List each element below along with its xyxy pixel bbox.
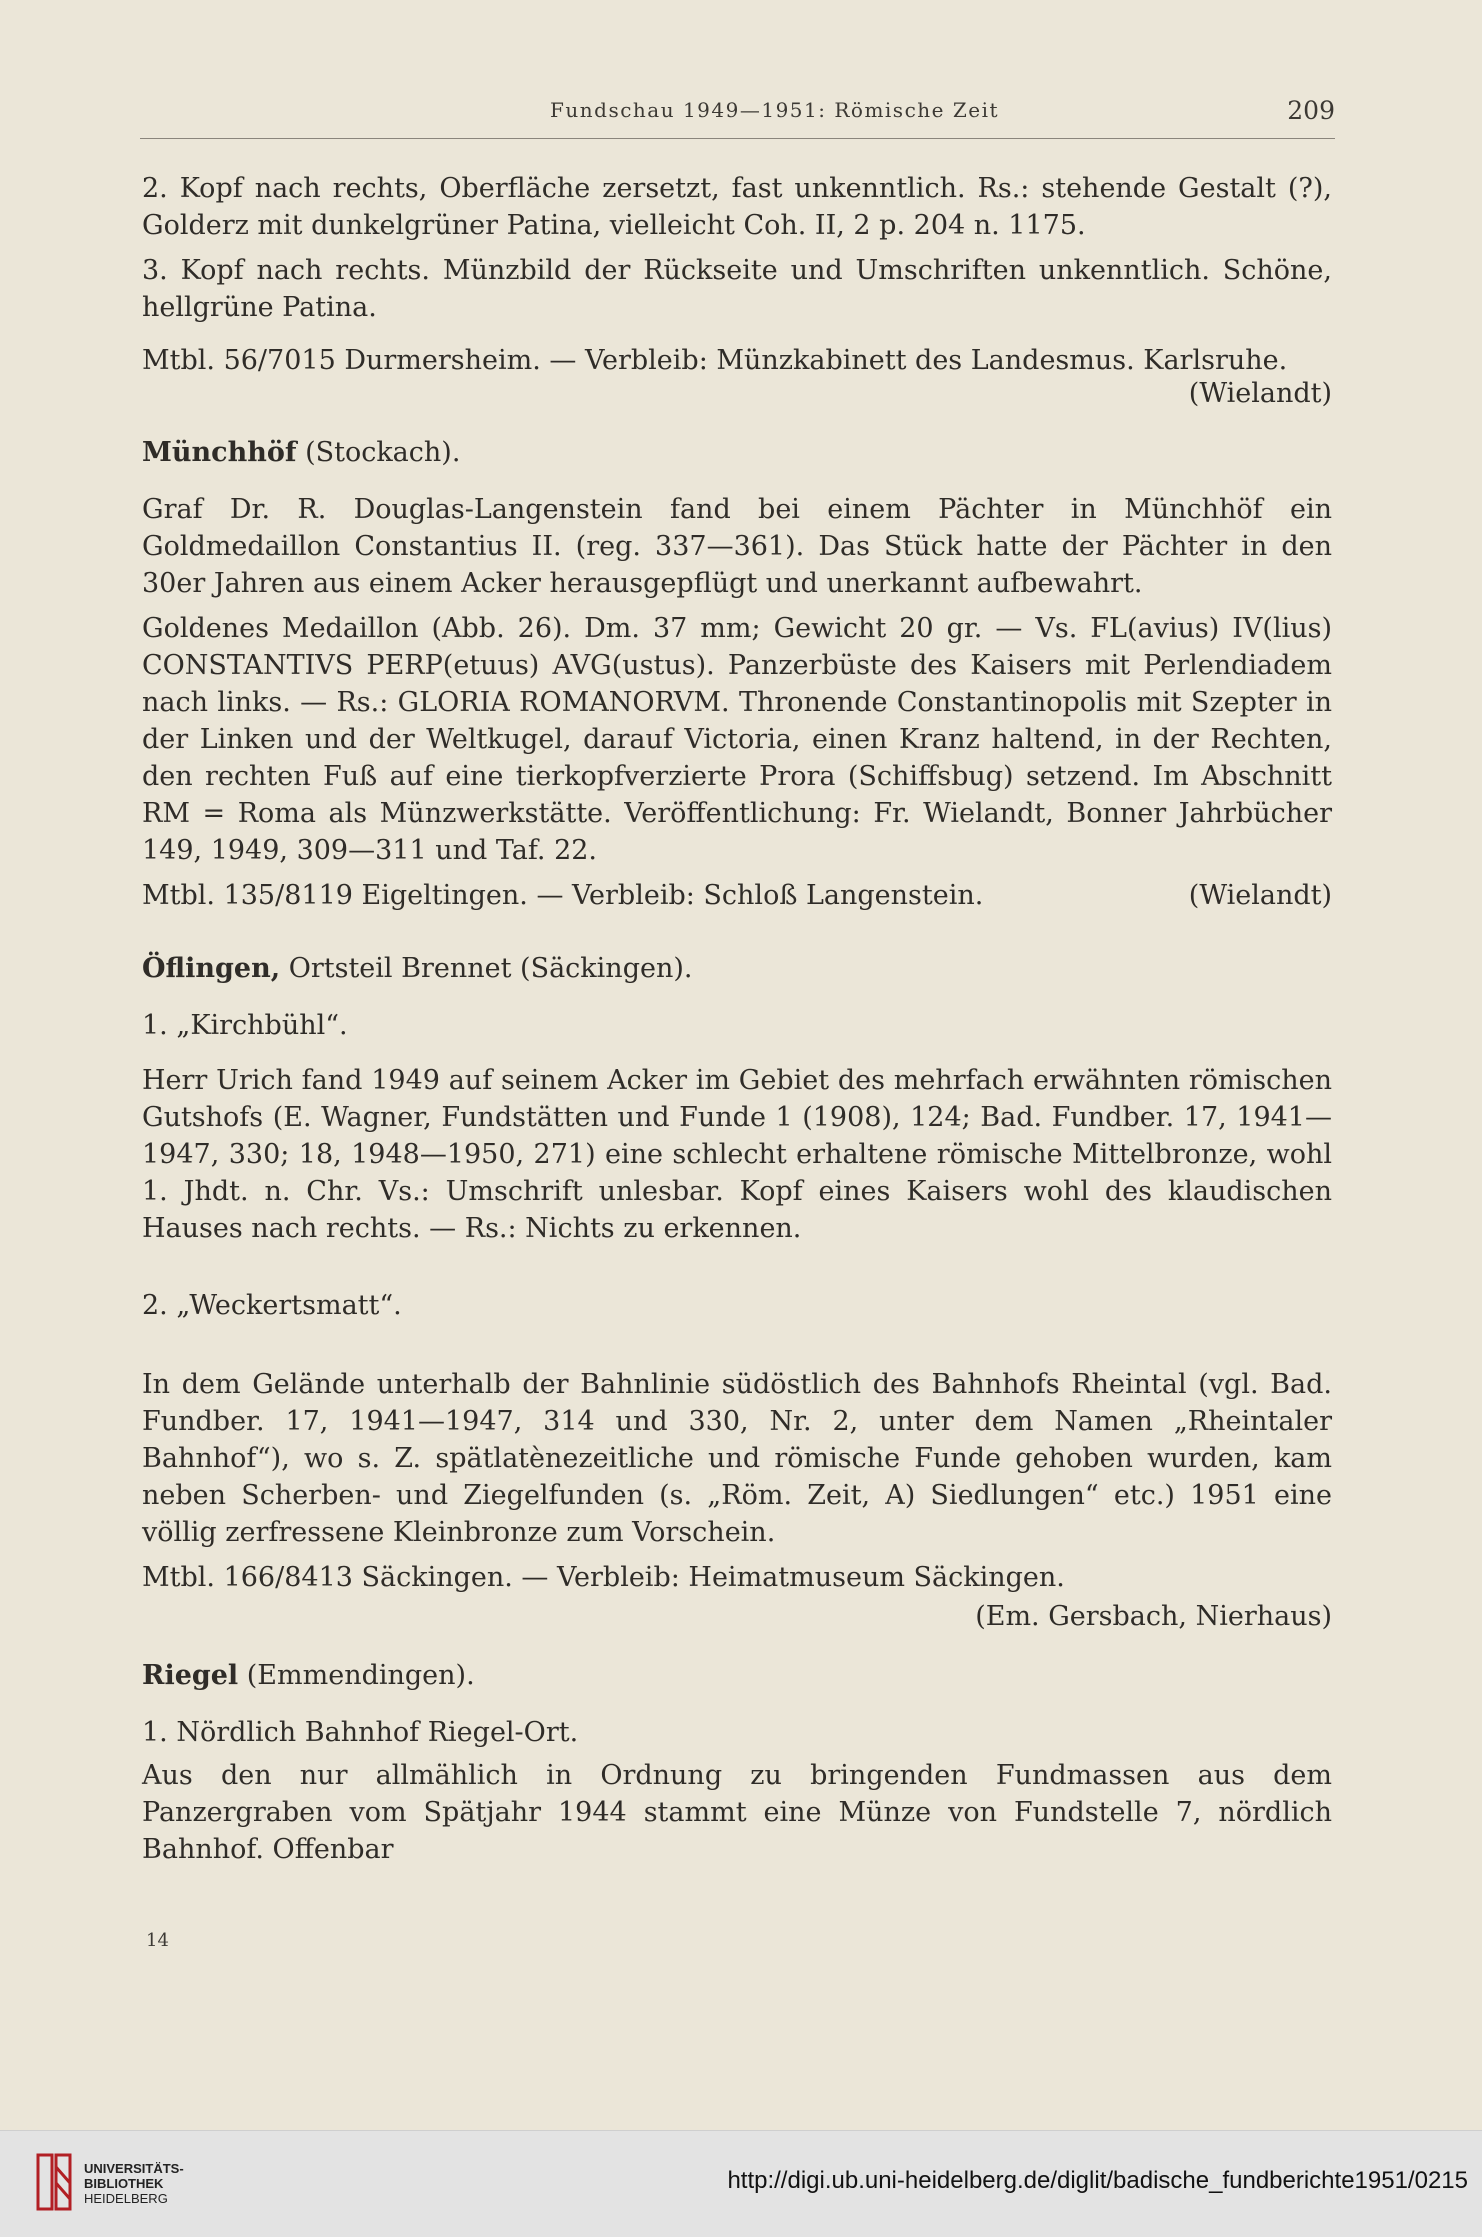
- running-title: Fundschau 1949—1951: Römische Zeit: [550, 98, 1000, 122]
- paragraph: Herr Urich fand 1949 auf seinem Acker im Gebiet des mehrfach erwähnten römischen Gutshofs (E. Wagner, Fundstätten und Funde 1 (1908), 124; Bad. Fundber. 17, 1941—1947, 330; 18, 1948—1950, 271) eine schlecht erhaltene römische Mittelbronze, wohl 1. Jhdt. n. Chr. Vs.: Umschrift unlesbar. Kopf eines Kaisers wohl des klaudischen Hauses nach rechts. — Rs.: Nichts zu erkennen.: [142, 1065, 1332, 1244]
- site-name: Riegel: [142, 1660, 239, 1691]
- paragraph: 3. Kopf nach rechts. Münzbild der Rückseite und Umschriften unkenntlich. Schöne, hellgrüne Patina.: [142, 255, 1332, 323]
- viewer-footer: [0, 2130, 1482, 2237]
- paragraph: Goldenes Medaillon (Abb. 26). Dm. 37 mm; Gewicht 20 gr. — Vs. FL(avius) IV(lius) CONSTANTIVS PERP(etuus) AVG(ustus). Panzerbüste des Kaisers mit Perlendiadem nach links. — Rs.: GLORIA ROMANORVM. Thronende Constantinopolis mit Szepter in der Linken und der Weltkugel, darauf Victoria, einen Kranz haltend, in der Rechten, den rechten Fuß auf eine tierkopfverzierte Prora (Schiffsbug) setzend. Im Abschnitt RM = Roma als Münzwerkstätte. Veröffentlichung: Fr. Wielandt, Bonner Jahrbücher 149, 1949, 309—311 und Taf. 22.: [142, 613, 1332, 866]
- source-url-link[interactable]: http://digi.ub.uni-heidelberg.de/diglit/badische_fundberichte1951/0215: [727, 2167, 1468, 2194]
- spacer: [142, 1342, 1332, 1366]
- spacer: [142, 1263, 1332, 1287]
- subsection-title: 1. „Kirchbühl“.: [142, 1010, 348, 1041]
- site-name: Münchhöf: [142, 437, 297, 468]
- header-rule: [140, 138, 1335, 139]
- university-library-logo-icon: [36, 2153, 72, 2211]
- site-heading: [142, 950, 1332, 987]
- author-credit: (Em. Gersbach, Nierhaus): [975, 1601, 1332, 1632]
- paragraph: In dem Gelände unterhalb der Bahnlinie südöstlich des Bahnhofs Rheintal (vgl. Bad. Fundber. 17, 1941—1947, 314 und 330, Nr. 2, unter dem Namen „Rheintaler Bahnhof“), wo s. Z. spätlatènezeitliche und römische Funde gehoben wurden, kam neben Scherben- und Ziegelfunden (s. „Röm. Zeit, A) Siedlungen“ etc.) 1951 eine völlig zerfressene Kleinbronze zum Vorschein.: [142, 1369, 1332, 1548]
- paragraph: Mtbl. 56/7015 Durmersheim. — Verbleib: Münzkabinett des Landesmus. Karlsruhe.: [142, 345, 1288, 376]
- site-heading: [142, 1657, 1332, 1694]
- paragraph: Mtbl. 166/8413 Säckingen. — Verbleib: Heimatmuseum Säckingen.: [142, 1562, 1065, 1593]
- reference-line: [142, 877, 1332, 914]
- paragraph: Graf Dr. R. Douglas-Langenstein fand bei einem Pächter in Münchhöf ein Goldmedaillon Constantius II. (reg. 337—361). Das Stück hatte der Pächter in den 30er Jahren aus einem Acker herausgepflügt und unerkannt aufbewahrt.: [142, 494, 1332, 599]
- paragraph: 2. Kopf nach rechts, Oberfläche zersetzt, fast unkenntlich. Rs.: stehende Gestalt (?), Golderz mit dunkelgrüner Patina, vielleicht Coh. II, 2 p. 204 n. 1175.: [142, 173, 1332, 241]
- site-district: (Emmendingen).: [238, 1660, 475, 1691]
- page-header: [140, 92, 1335, 132]
- signature-mark: 14: [146, 1930, 169, 1951]
- page-number: 209: [1287, 96, 1335, 125]
- subsection-title: 2. „Weckertsmatt“.: [142, 1290, 402, 1321]
- author-credit: (Wielandt): [1188, 880, 1332, 911]
- page-body: [142, 170, 1332, 1884]
- site-district: Ortsteil Brennet (Säckingen).: [280, 953, 693, 984]
- subsection-title: 1. Nördlich Bahnhof Riegel-Ort.: [142, 1717, 579, 1748]
- paragraph: Aus den nur allmählich in Ordnung zu bringenden Fundmassen aus dem Panzergraben vom Spätjahr 1944 stammt eine Münze von Fundstelle 7, nördlich Bahnhof. Offenbar: [142, 1760, 1332, 1865]
- site-district: (Stockach).: [296, 437, 461, 468]
- site-name: Öflingen,: [142, 953, 281, 984]
- site-heading: [142, 434, 1332, 471]
- library-name: UNIVERSITÄTS- BIBLIOTHEK HEIDELBERG: [84, 2161, 184, 2206]
- author-credit: (Wielandt): [1188, 378, 1332, 409]
- map-reference: Mtbl. 135/8119 Eigeltingen. — Verbleib: Schloß Langenstein.: [142, 880, 984, 911]
